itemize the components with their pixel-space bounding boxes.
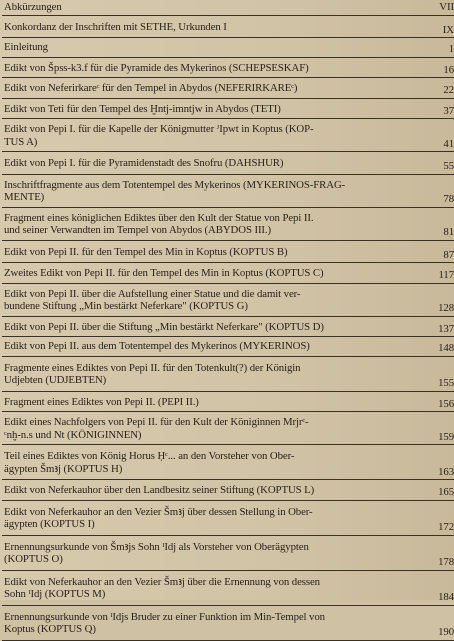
toc-page-number: 155 xyxy=(438,377,454,389)
toc-entry-title-line: ägypten Šmꜣj (KOPTUS H) xyxy=(4,462,123,475)
toc-page-number: 159 xyxy=(438,430,454,443)
toc-entry-title-line: Zweites Edikt von Pepi II. für den Tempel des Min in Koptus (KOPTUS C) xyxy=(4,267,324,279)
toc-entry xyxy=(2,571,454,606)
toc-page-number: 178 xyxy=(438,556,454,568)
toc-entry xyxy=(2,119,454,152)
toc-entry-title-line: Edikt von Pepi II. aus dem Totentempel des Mykerinos (MYKERINOS) xyxy=(4,340,310,352)
table-of-contents xyxy=(2,0,454,641)
toc-page-number: 156 xyxy=(438,397,454,410)
toc-page-number: 128 xyxy=(438,302,454,314)
toc-entry xyxy=(2,99,454,120)
toc-entry-title-line: Fragmente eines Ediktes von Pepi II. für den Totenkult(?) der Königin xyxy=(4,361,301,374)
toc-entry-title-line: MENTE) xyxy=(4,191,45,203)
toc-entry-title-line: und seiner Verwandten im Tempel von Abydos (ABYDOS III.) xyxy=(4,224,272,236)
toc-entry-title-line: Edikt von Teti für den Tempel des Ḫntj-imntjw in Abydos (TETI) xyxy=(4,102,281,115)
toc-page-number: 1 xyxy=(448,43,454,55)
toc-entry-title-line: Edikt von Neferirkareᶜ für den Tempel in Abydos (NEFERIRKAREᶜ) xyxy=(4,82,298,94)
toc-entry-title-line: Udjebten (UDJEBTEN) xyxy=(4,374,107,386)
toc-entry-title-line: Abkürzungen xyxy=(4,1,62,13)
toc-entry-title-line: Edikt von Pepi I. für die Kapelle der Königmutter ᴶIpwt in Koptus (KOP- xyxy=(4,123,314,135)
toc-entry-title-line: Teil eines Ediktes von König Horus Ḥᶜ... an den Vorsteher von Ober- xyxy=(4,450,295,462)
toc-entry xyxy=(2,337,454,357)
toc-entry xyxy=(2,78,454,99)
toc-page-number: 163 xyxy=(438,465,454,478)
toc-entry xyxy=(2,357,454,392)
toc-page-number: 117 xyxy=(438,269,454,281)
toc-entry xyxy=(2,445,454,480)
toc-entry-title-line: ᶜnḫ-n.s und Nt (KÖNIGINNEN) xyxy=(4,428,142,441)
toc-entry-title-line: Edikt von Špss-k3.f für die Pyramide des Mykerinos (SCHEPSESKAF) xyxy=(4,61,309,74)
toc-page-number: 55 xyxy=(443,160,454,172)
toc-entry-title-line: (KOPTUS O) xyxy=(4,553,63,565)
toc-page-number: 190 xyxy=(438,626,454,638)
toc-page-number: 184 xyxy=(438,591,454,603)
toc-page-number: 41 xyxy=(443,137,454,150)
toc-entry-title-line: Edikt von Pepi II. über die Aufstellung einer Statue und die damit ver- xyxy=(4,287,301,300)
toc-page-number: 81 xyxy=(443,226,454,238)
toc-entry-title-line: Ernennungsurkunde von Šmꜣjs Sohn ᴵIdj als Vorsteher von Oberägypten xyxy=(4,540,309,553)
toc-page-number: VII xyxy=(439,1,454,13)
toc-entry-title-line: bundene Stiftung „Min bestärkt Neferkare" (KOPTUS G) xyxy=(4,300,248,312)
toc-entry xyxy=(2,208,454,241)
toc-entry-title-line: ägypten (KOPTUS I) xyxy=(4,518,95,530)
toc-page-number: IX xyxy=(442,23,454,36)
toc-entry xyxy=(2,38,454,58)
toc-entry-title-line: Einleitung xyxy=(4,41,48,53)
toc-entry-title-line: Fragment eines Ediktes von Pepi II. (PEPI II.) xyxy=(4,395,199,408)
toc-entry xyxy=(2,392,454,413)
toc-entry xyxy=(2,58,454,79)
toc-entry xyxy=(2,284,454,317)
toc-page-number: 148 xyxy=(438,342,454,354)
toc-page-number: 172 xyxy=(438,521,454,533)
toc-entry xyxy=(2,263,454,284)
toc-entry-title-line: Edikt von Pepi I. für die Pyramidenstadt des Snofru (DAHSHUR) xyxy=(4,157,284,169)
toc-entry xyxy=(2,317,454,338)
toc-entry-title-line: TUS A) xyxy=(4,135,38,148)
toc-entry-title-line: Edikt von Pepi II. über die Stiftung „Min bestärkt Neferkare" (KOPTUS D) xyxy=(4,320,324,333)
toc-page-number: 22 xyxy=(443,84,454,96)
toc-page-number: 87 xyxy=(443,248,454,261)
toc-entry-title-line: Edikt eines Nachfolgers von Pepi II. für den Kult der Königinnen Mrjrᶜ- xyxy=(4,416,309,428)
toc-entry-title-line: Sohn ᴵIdj (KOPTUS M) xyxy=(4,588,106,600)
toc-page-number: 165 xyxy=(438,486,454,498)
toc-entry-title-line: Edikt von Neferkauhor an den Vezier Šmꜣj über dessen Stellung in Ober- xyxy=(4,505,313,518)
toc-entry xyxy=(2,480,454,501)
toc-entry xyxy=(2,606,454,641)
toc-page-number: 16 xyxy=(443,63,454,76)
toc-entry xyxy=(2,16,454,39)
toc-entry-title-line: Koptus (KOPTUS Q) xyxy=(4,623,96,635)
toc-entry-title-line: Inschriftfragmente aus dem Totentempel des Mykerinos (MYKERINOS-FRAG- xyxy=(4,178,346,191)
toc-entry-title-line: Edikt von Pepi II. für den Tempel des Min in Koptus (KOPTUS B) xyxy=(4,245,288,258)
toc-entry xyxy=(2,501,454,536)
toc-page-number: 137 xyxy=(438,322,454,335)
toc-entry-title-line: Fragment eines königlichen Ediktes über den Kult der Statue von Pepi II. xyxy=(4,211,314,224)
toc-entry-title-line: Edikt von Neferkauhor an den Vezier Šmꜣj über die Ernennung von dessen xyxy=(4,575,320,588)
toc-entry xyxy=(2,536,454,571)
toc-entry xyxy=(2,175,454,208)
toc-entry xyxy=(2,0,454,16)
toc-entry-title-line: Konkordanz der Inschriften mit SETHE, Urkunden I xyxy=(4,20,227,33)
toc-entry-title-line: Edikt von Neferkauhor über den Landbesitz seiner Stiftung (KOPTUS L) xyxy=(4,484,315,496)
toc-entry xyxy=(2,412,454,445)
toc-entry-title-line: Ernennungsurkunde von ᴵIdjs Bruder zu einer Funktion im Min-Tempel von xyxy=(4,610,325,623)
toc-entry xyxy=(2,152,454,175)
toc-page-number: 37 xyxy=(443,104,454,117)
toc-page-number: 78 xyxy=(443,193,454,205)
toc-entry xyxy=(2,241,454,264)
